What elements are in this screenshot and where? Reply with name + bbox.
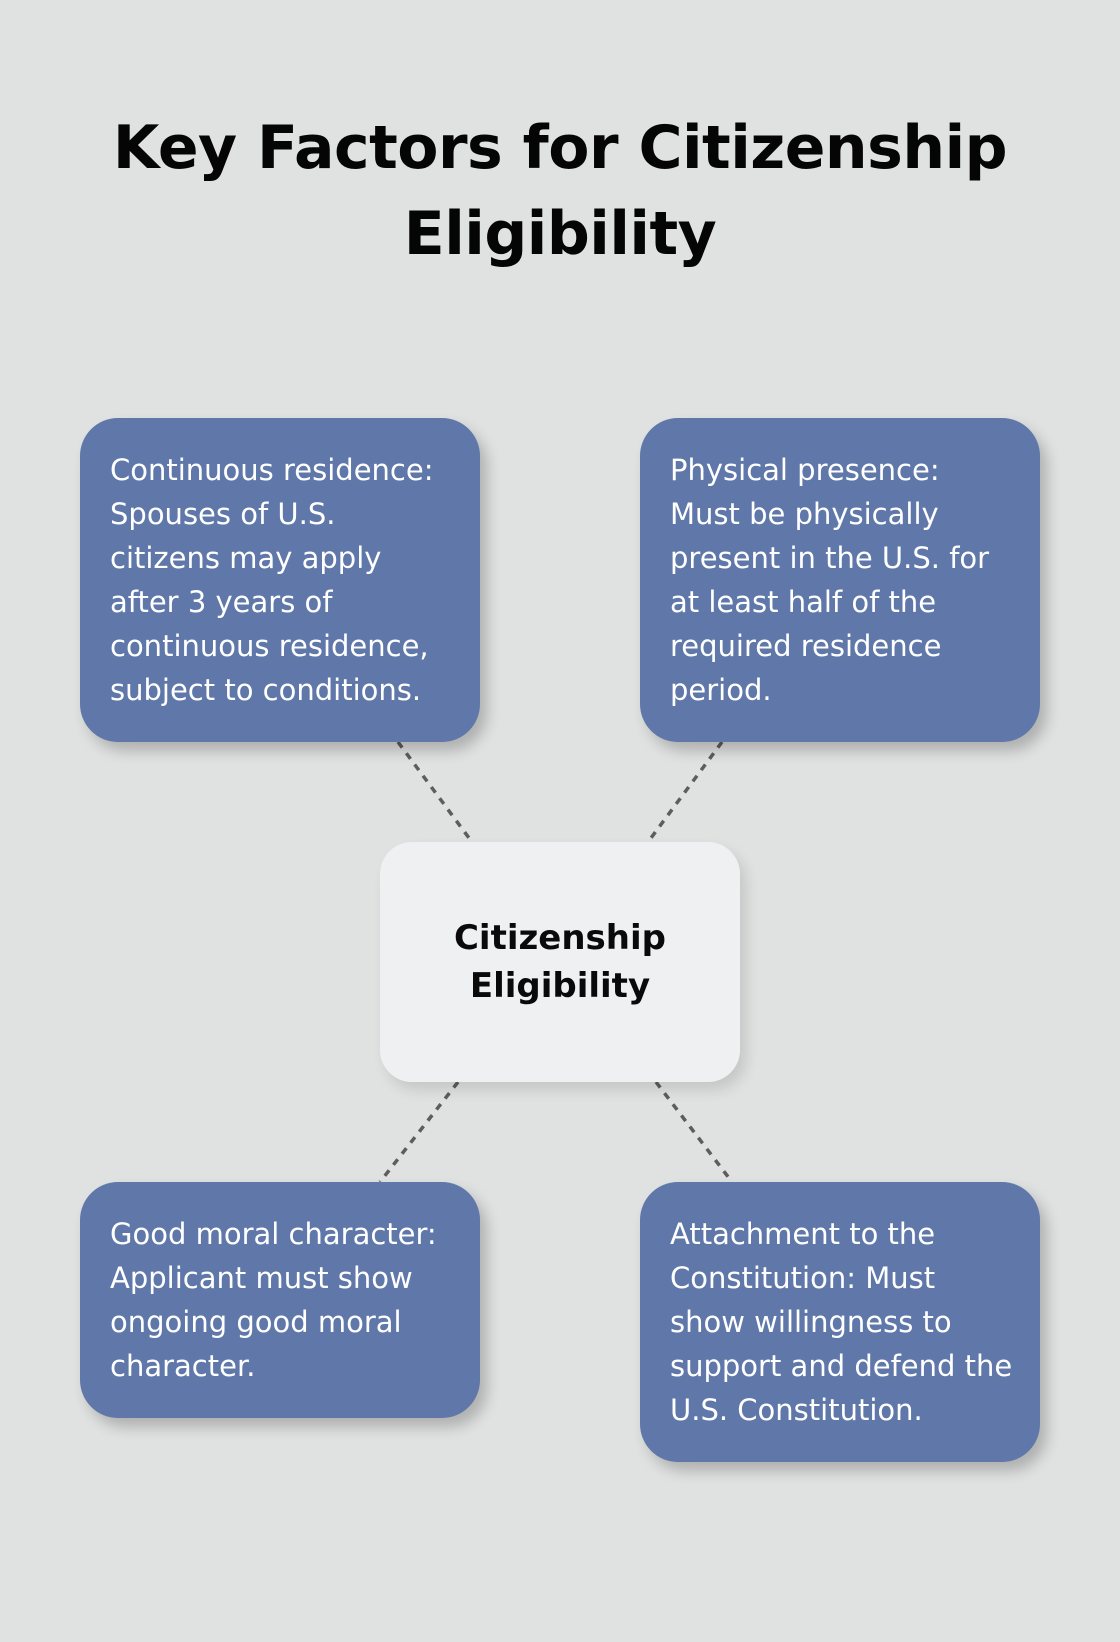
center-node xyxy=(380,842,740,1082)
connector-bottom-left xyxy=(380,1082,458,1182)
factor-box-physical-presence xyxy=(640,418,1040,742)
factor-text: Physical presence: Must be physically present in the U.S. for at least half of the required residence period. xyxy=(670,453,990,707)
factor-box-continuous-residence xyxy=(80,418,480,742)
center-label-line2: Eligibility xyxy=(469,966,651,1006)
center-label-line1: Citizenship xyxy=(453,918,666,958)
factor-text: Good moral character: Applicant must show ongoing good moral character. xyxy=(110,1217,437,1383)
connector-bottom-right xyxy=(656,1082,732,1182)
factor-text: Continuous residence: Spouses of U.S. citizens may apply after 3 years of continuous residence, subject to conditions. xyxy=(110,453,434,707)
center-node-label xyxy=(454,914,666,1010)
connector-top-left xyxy=(398,742,472,842)
factor-box-attachment-constitution xyxy=(640,1182,1040,1462)
page-title: Key Factors for Citizenship Eligibility xyxy=(112,113,1008,269)
factor-box-good-moral-character xyxy=(80,1182,480,1418)
factor-text: Attachment to the Constitution: Must show willingness to support and defend the U.S. Constitution. xyxy=(670,1217,1013,1427)
connector-top-right xyxy=(648,742,722,842)
